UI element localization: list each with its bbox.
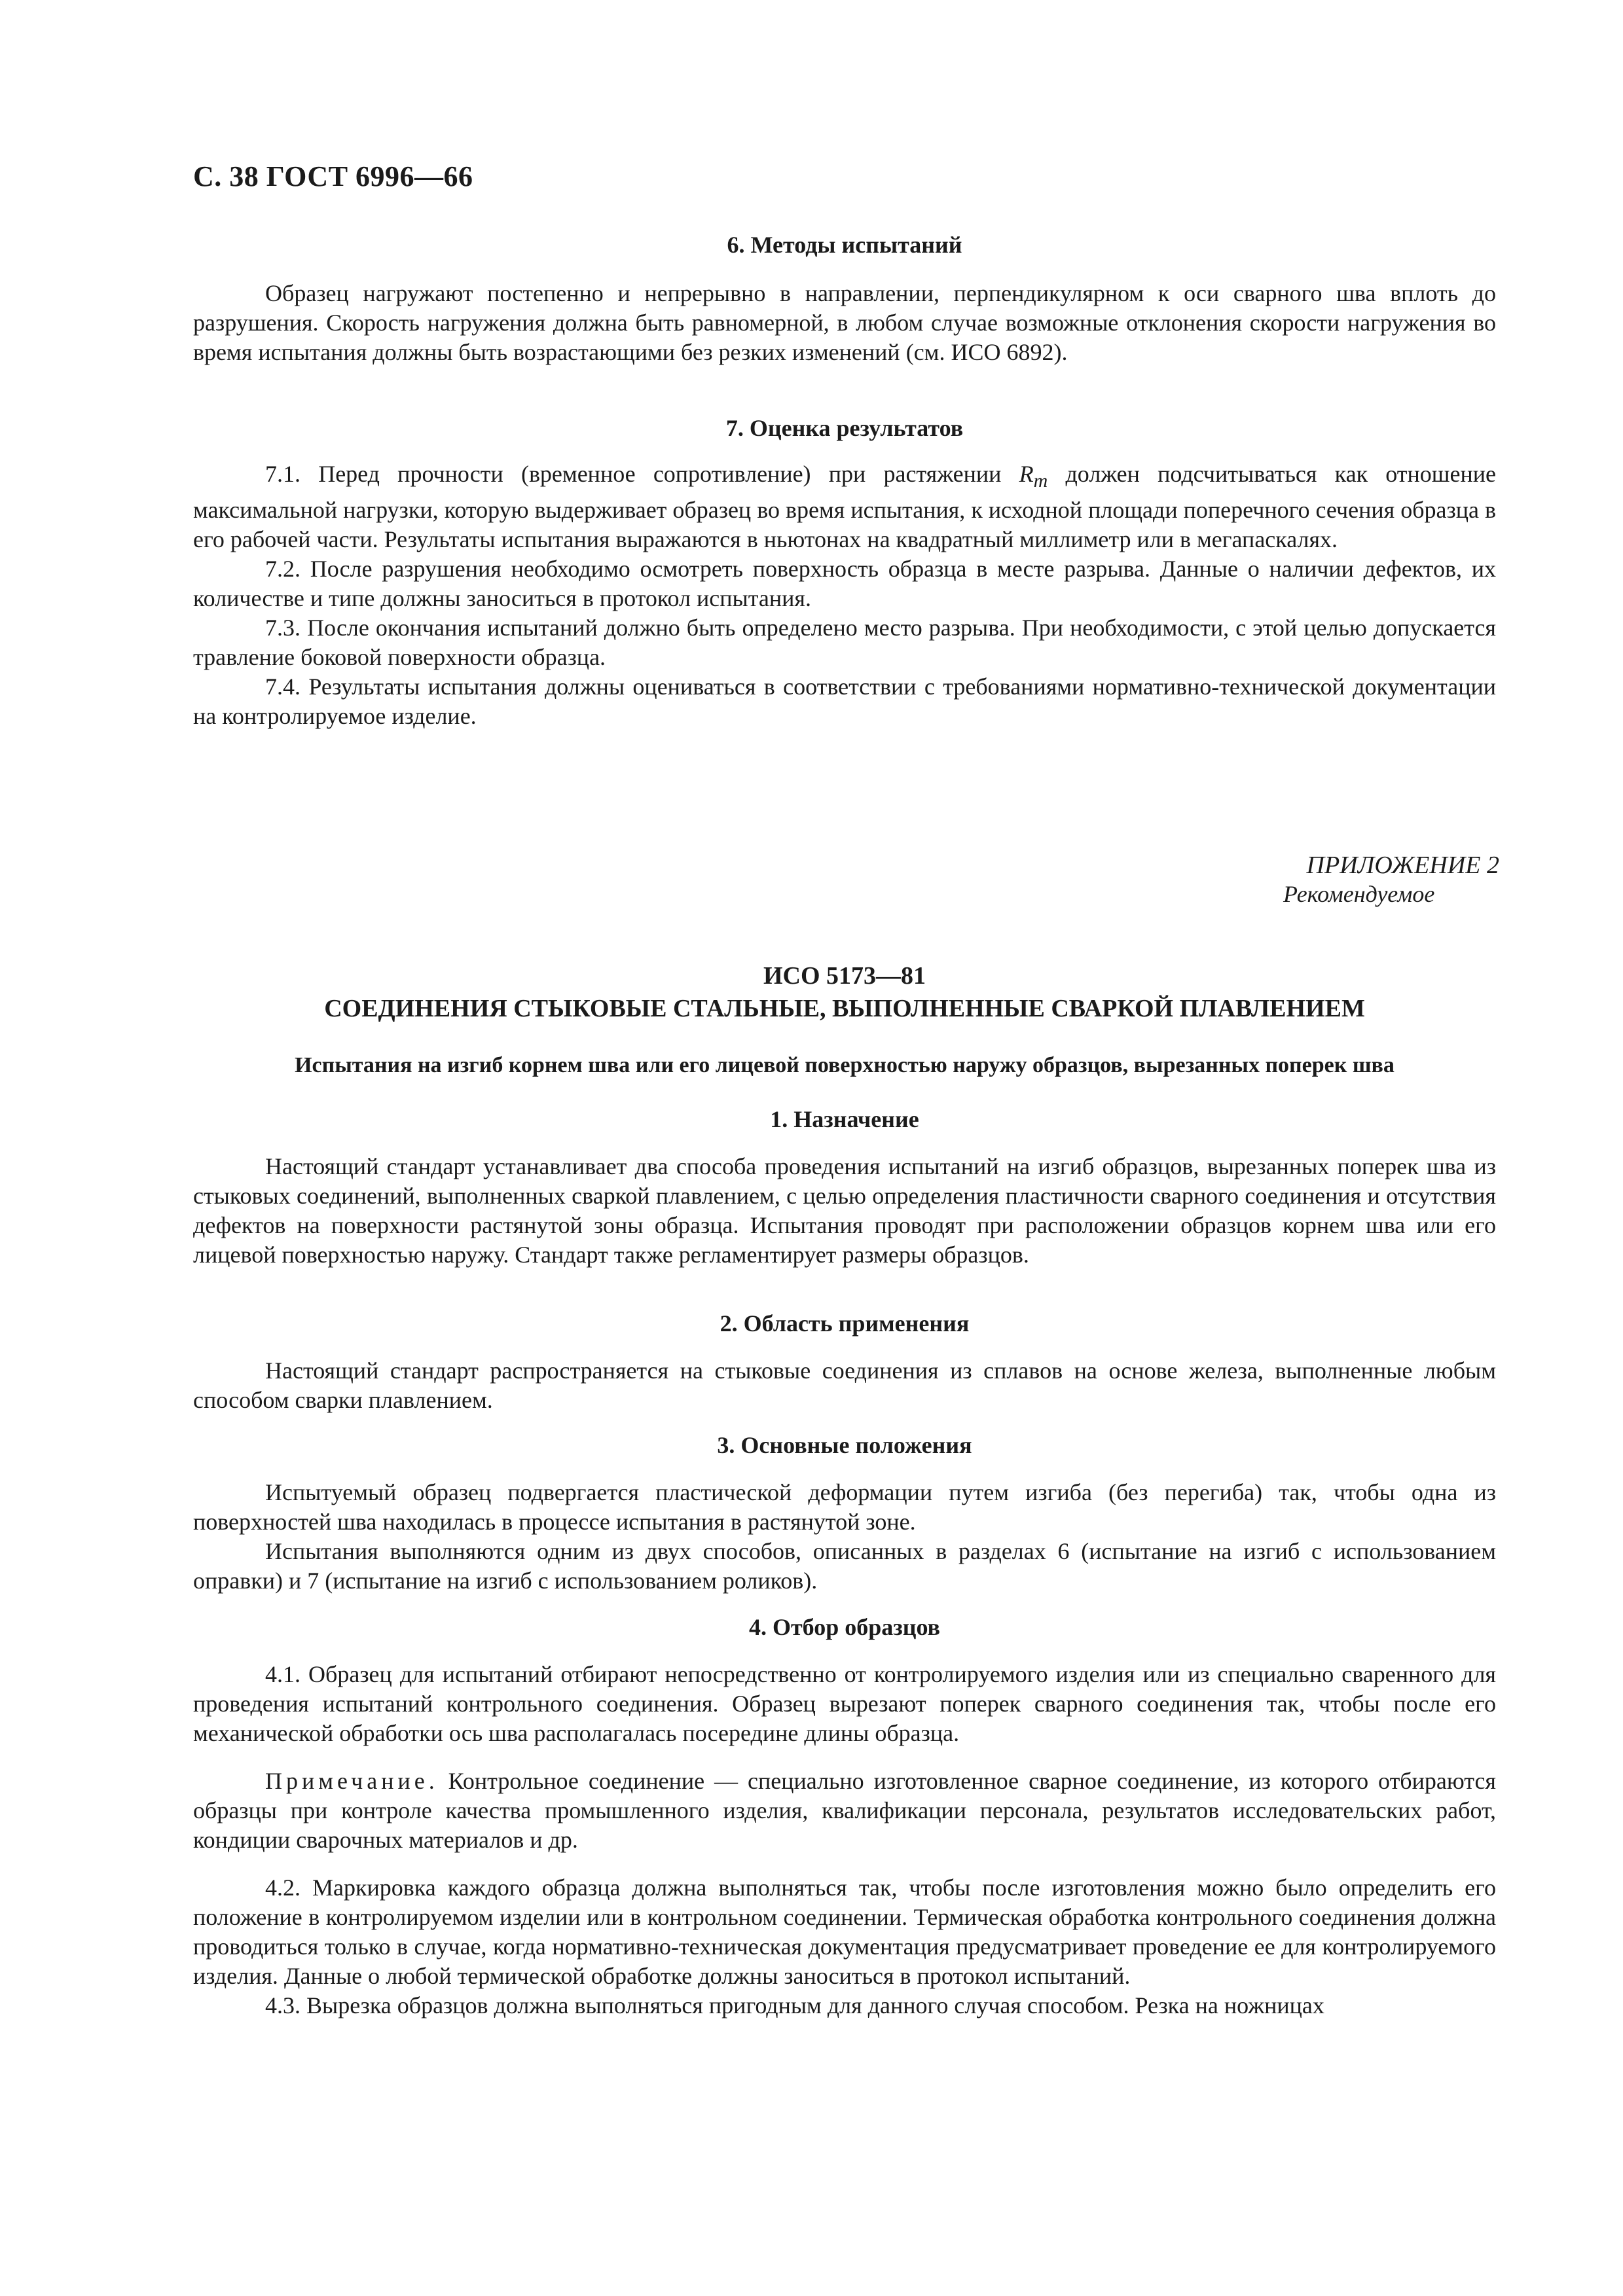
section-7 — [193, 414, 1496, 731]
section-7-1-paragraph — [193, 459, 1496, 554]
section-1 — [193, 1105, 1496, 1270]
section-3-paragraph-1: Испытуемый образец подвергается пластической деформации путем изгиба (без перегиба) так, чтобы одна из поверхностей шва находилась в процессе испытания в растянутой зоне. — [193, 1479, 1496, 1535]
section-7-2-paragraph: 7.2. После разрушения необходимо осмотреть поверхность образца в месте разрыва. Данные о наличии дефектов, их количестве и типе должны заноситься в протокол испытания. — [193, 556, 1496, 612]
iso-title-block — [193, 960, 1496, 1080]
symbol-m: m — [1033, 470, 1048, 492]
note-text: Контрольное соединение — специально изготовленное сварное соединение, из которого отбираются образцы при контроле качества промышленного изделия, квалификации персонала, результатов исследовательских работ, кондиции сварочных материалов и др. — [193, 1768, 1496, 1853]
iso-title: СОЕДИНЕНИЯ СТЫКОВЫЕ СТАЛЬНЫЕ, ВЫПОЛНЕННЫЕ СВАРКОЙ ПЛАВЛЕНИЕМ — [324, 995, 1365, 1022]
section-3-paragraph-2: Испытания выполняются одним из двух способов, описанных в разделах 6 (испытание на изгиб с использованием оправки) и 7 (испытание на изгиб с использованием роликов). — [193, 1538, 1496, 1594]
appendix-number: ПРИЛОЖЕНИЕ 2 — [1306, 852, 1499, 879]
section-2-paragraph: Настоящий стандарт распространяется на стыковые соединения из сплавов на основе железа, выполненные любым способом сварки плавлением. — [193, 1357, 1496, 1413]
section-7-3-paragraph: 7.3. После окончания испытаний должно быть определено место разрыва. При необходимости, с этой целью допускается травление боковой поверхности образца. — [193, 615, 1496, 671]
iso-number: ИСО 5173—81 — [763, 962, 926, 990]
section-6-paragraph: Образец нагружают постепенно и непрерывно в направлении, перпендикулярном к оси сварного шва вплоть до разрушения. Скорость нагружения должна быть равномерной, в любом случае возможные отклонения скорости нагружения во время испытания должны быть возрастающими без резких изменений (см. ИСО 6892). — [193, 280, 1496, 365]
section-7-4-paragraph: 7.4. Результаты испытания должны оцениваться в соответствии с требованиями нормативно-технической документации на контролируемое изделие. — [193, 673, 1496, 730]
section-7-1-text-b: должен подсчитываться как отношение максимальной нагрузки, которую выдерживает образец во время испытания, к исходной площади поперечного сечения образца в его рабочей части. Результаты испытания выражаются в ньютонах на квадратный миллиметр или в мегапаскалях. — [193, 461, 1496, 553]
section-3 — [193, 1431, 1496, 1596]
section-4-3-paragraph: 4.3. Вырезка образцов должна выполняться пригодным для данного случая способом. Резка на ножницах — [265, 1992, 1324, 2018]
appendix-label — [1283, 851, 1499, 908]
section-4-2-paragraph: 4.2. Маркировка каждого образца должна выполняться так, чтобы после изготовления можно было определить его положение в контролируемом изделии или в контрольном соединении. Термическая обработка контрольного соединения должна проводиться только в случае, когда нормативно-техническая документация предусматривает проведение ее для контролируемого изделия. Данные о любой термической обработке должны заноситься в протокол испытаний. — [193, 1874, 1496, 1989]
iso-subtitle: Испытания на изгиб корнем шва или его лицевой поверхностью наружу образцов, вырезанных поперек шва — [295, 1053, 1395, 1077]
section-3-heading: 3. Основные положения — [717, 1432, 972, 1458]
symbol-r: R — [1019, 461, 1034, 487]
note-label: Примечание. — [265, 1768, 439, 1794]
section-1-paragraph: Настоящий стандарт устанавливает два способа проведения испытаний на изгиб образцов, вырезанных поперек шва из стыковых соединений, выполненных сваркой плавлением, с целью определения пластичности сварного соединения и отсутствия дефектов на поверхности растянутой зоны образца. Испытания проводят при расположении образцов корнем шва или его лицевой поверхностью наружу. Стандарт также регламентирует размеры образцов. — [193, 1153, 1496, 1268]
section-4 — [193, 1613, 1496, 2020]
section-6-heading: 6. Методы испытаний — [727, 232, 962, 258]
appendix-status: Рекомендуемое — [1283, 881, 1435, 907]
section-4-note — [193, 1767, 1496, 1855]
section-4-heading: 4. Отбор образцов — [748, 1614, 940, 1640]
section-2-heading: 2. Область применения — [720, 1310, 970, 1336]
section-2 — [193, 1309, 1496, 1415]
page-header: С. 38 ГОСТ 6996—66 — [193, 160, 473, 192]
section-4-1-paragraph: 4.1. Образец для испытаний отбирают непосредственно от контролируемого изделия или из специально сваренного для проведения испытаний контрольного соединения. Образец вырезают поперек сварного соединения так, чтобы после его механической обработки ось шва располагалась посередине длины образца. — [193, 1661, 1496, 1746]
section-1-heading: 1. Назначение — [770, 1106, 919, 1132]
section-6 — [193, 230, 1496, 367]
section-7-heading: 7. Оценка результатов — [725, 415, 964, 441]
section-7-1-text-a: 7.1. Перед прочности (временное сопротивление) при растяжении — [265, 461, 1019, 487]
